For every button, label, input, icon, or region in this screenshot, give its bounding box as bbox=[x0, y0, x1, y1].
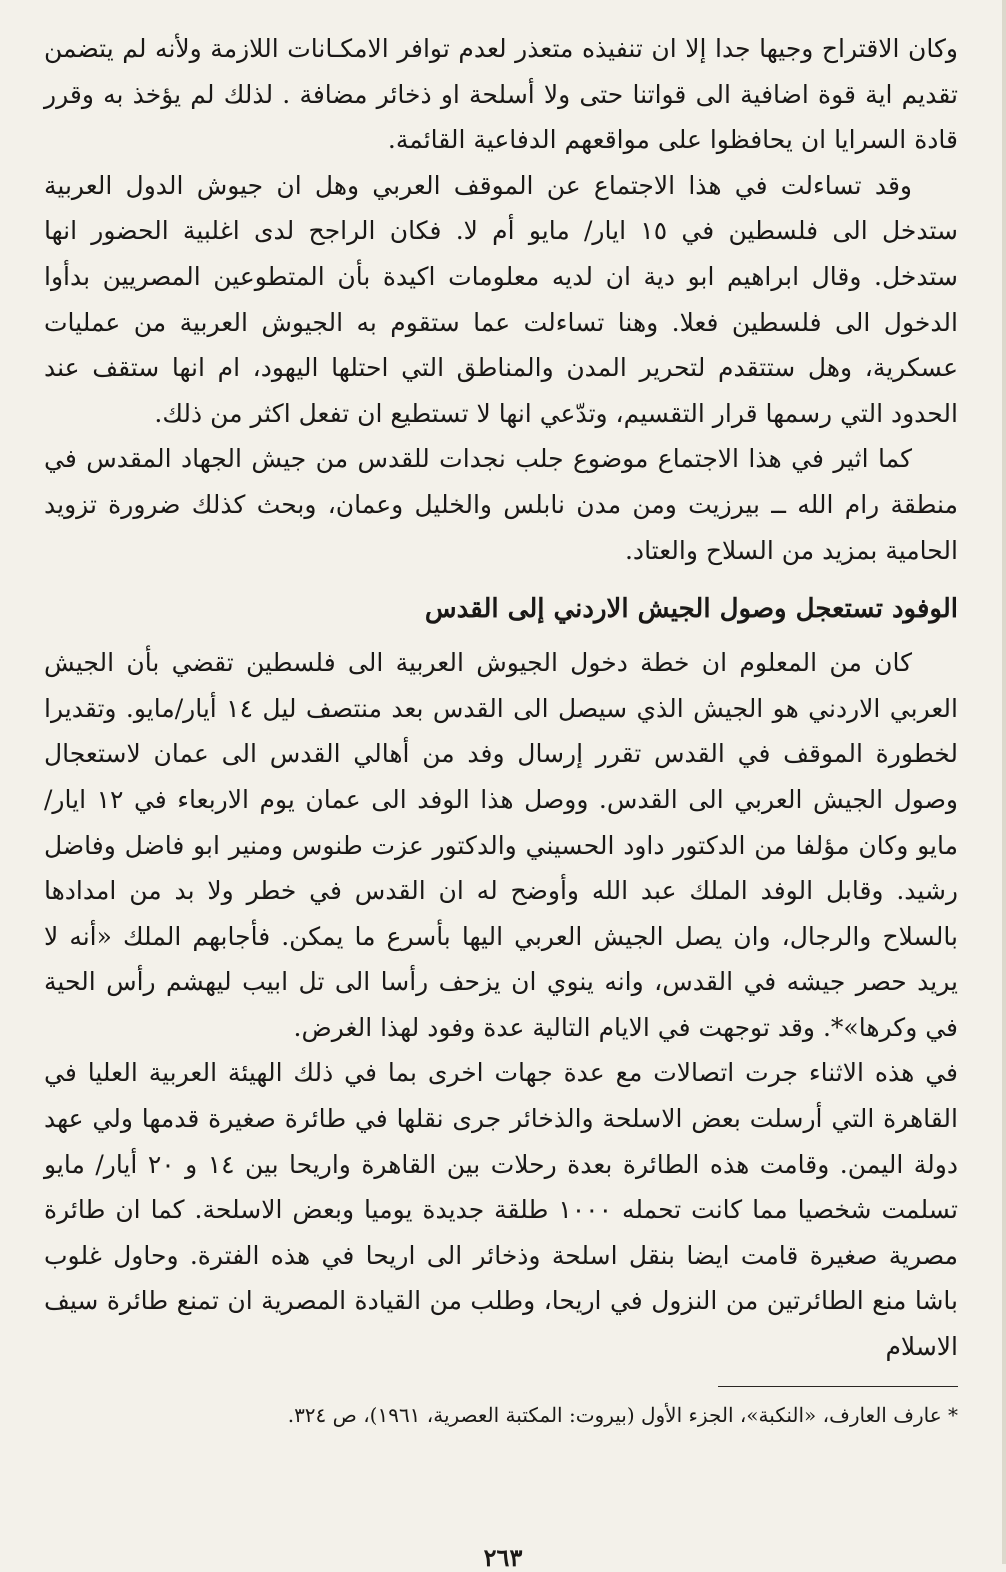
page-number: ٢٦٣ bbox=[483, 1543, 523, 1572]
paragraph-2: وقد تساءلت في هذا الاجتماع عن الموقف العربي وهل ان جيوش الدول العربية ستدخل الى فلسطين في ١٥ ايار/ مايو أم لا. فكان الراجح لدى اغلبية الحضور انها ستدخل. وقال ابراهيم ابو دية ان لديه معلومات اكيدة بأن المتطوعين المصريين بدأوا الدخول الى فلسطين فعلا. وهنا تساءلت عما ستقوم به الجيوش العربية من عمليات عسكرية، وهل ستتقدم لتحرير المدن والمناطق التي احتلها اليهود، ام انها ستقف عند الحدود التي رسمها قرار التقسيم، وتدّعي انها لا تستطيع ان تفعل اكثر من ذلك. bbox=[44, 170, 958, 428]
paragraph-1: وكان الاقتراح وجيها جدا إلا ان تنفيذه متعذر لعدم توافر الامكـانات اللازمة ولأنه لم يتضمن تقديم اية قوة اضافية الى قواتنا حتى ولا أسلحة او ذخائر مضافة . لذلك لم يؤخذ به وقرر قادة السرايا ان يحافظوا على مواقعهم الدفاعية القائمة. bbox=[44, 34, 958, 155]
scan-edge bbox=[1002, 0, 1006, 1564]
footnote: * عارف العارف، «النكبة»، الجزء الأول (بيروت: المكتبة العصرية، ١٩٦١)، ص ٣٢٤. bbox=[287, 1402, 958, 1427]
paragraph-5: في هذه الاثناء جرت اتصالات مع عدة جهات اخرى بما في ذلك الهيئة العربية العليا في القاهرة التي أرسلت بعض الاسلحة والذخائر جرى نقلها في طائرة صغيرة قدمها ولي عهد دولة اليمن. وقامت هذه الطائرة بعدة رحلات بين القاهرة واريحا بين ١٤ و ٢٠ أيار/ مايو تسلمت شخصيا مما كانت تحمله ١٠٠٠ طلقة جديدة يوميا وبعض الاسلحة. كما ان طائرة مصرية صغيرة قامت ايضا بنقل اسلحة وذخائر الى اريحا في هذه الفترة. وحاول غلوب باشا منع الطائرتين من النزول في اريحا، وطلب من القيادة المصرية ان تمنع طائرة سيف الاسلام bbox=[44, 1058, 958, 1362]
section-heading: الوفود تستعجل وصول الجيش الاردني إلى القدس bbox=[424, 594, 958, 625]
paragraph-4: كان من المعلوم ان خطة دخول الجيوش العربية الى فلسطين تقضي بأن الجيش العربي الاردني هو الجيش الذي سيصل الى القدس بعد منتصف ليل ١٤ أيار/مايو. وتقديرا لخطورة الموقف في القدس تقرر إرسال وفد من أهالي القدس الى عمان لاستعجال وصول الجيش العربي الى القدس. ووصل هذا الوفد الى عمان يوم الاربعاء في ١٢ ايار/ مايو وكان مؤلفا من الدكتور داود الحسيني والدكتور عزت طنوس ومنير ابو فاضل وفاضل رشيد. وقابل الوفد الملك عبد الله وأوضح له ان القدس في خطر ولا بد من امدادها بالسلاح والرجال، وان يصل الجيش العربي اليها بأسرع ما يمكن. فأجابهم الملك «أنه لا يريد حصر جيشه في القدس، وانه ينوي ان يزحف رأسا الى تل ابيب ليهشم رأس الحية في وكرها»*. وقد توجهت في الايام التالية عدة وفود لهذا الغرض. bbox=[44, 648, 958, 1042]
paragraph-3: كما اثير في هذا الاجتماع موضوع جلب نجدات للقدس من جيش الجهاد المقدس في منطقة رام الله ــ بيرزيت ومن مدن نابلس والخليل وعمان، وبحث كذلك ضرورة تزويد الحامية بمزيد من السلاح والعتاد. bbox=[44, 444, 958, 565]
footnote-divider bbox=[718, 1386, 958, 1387]
